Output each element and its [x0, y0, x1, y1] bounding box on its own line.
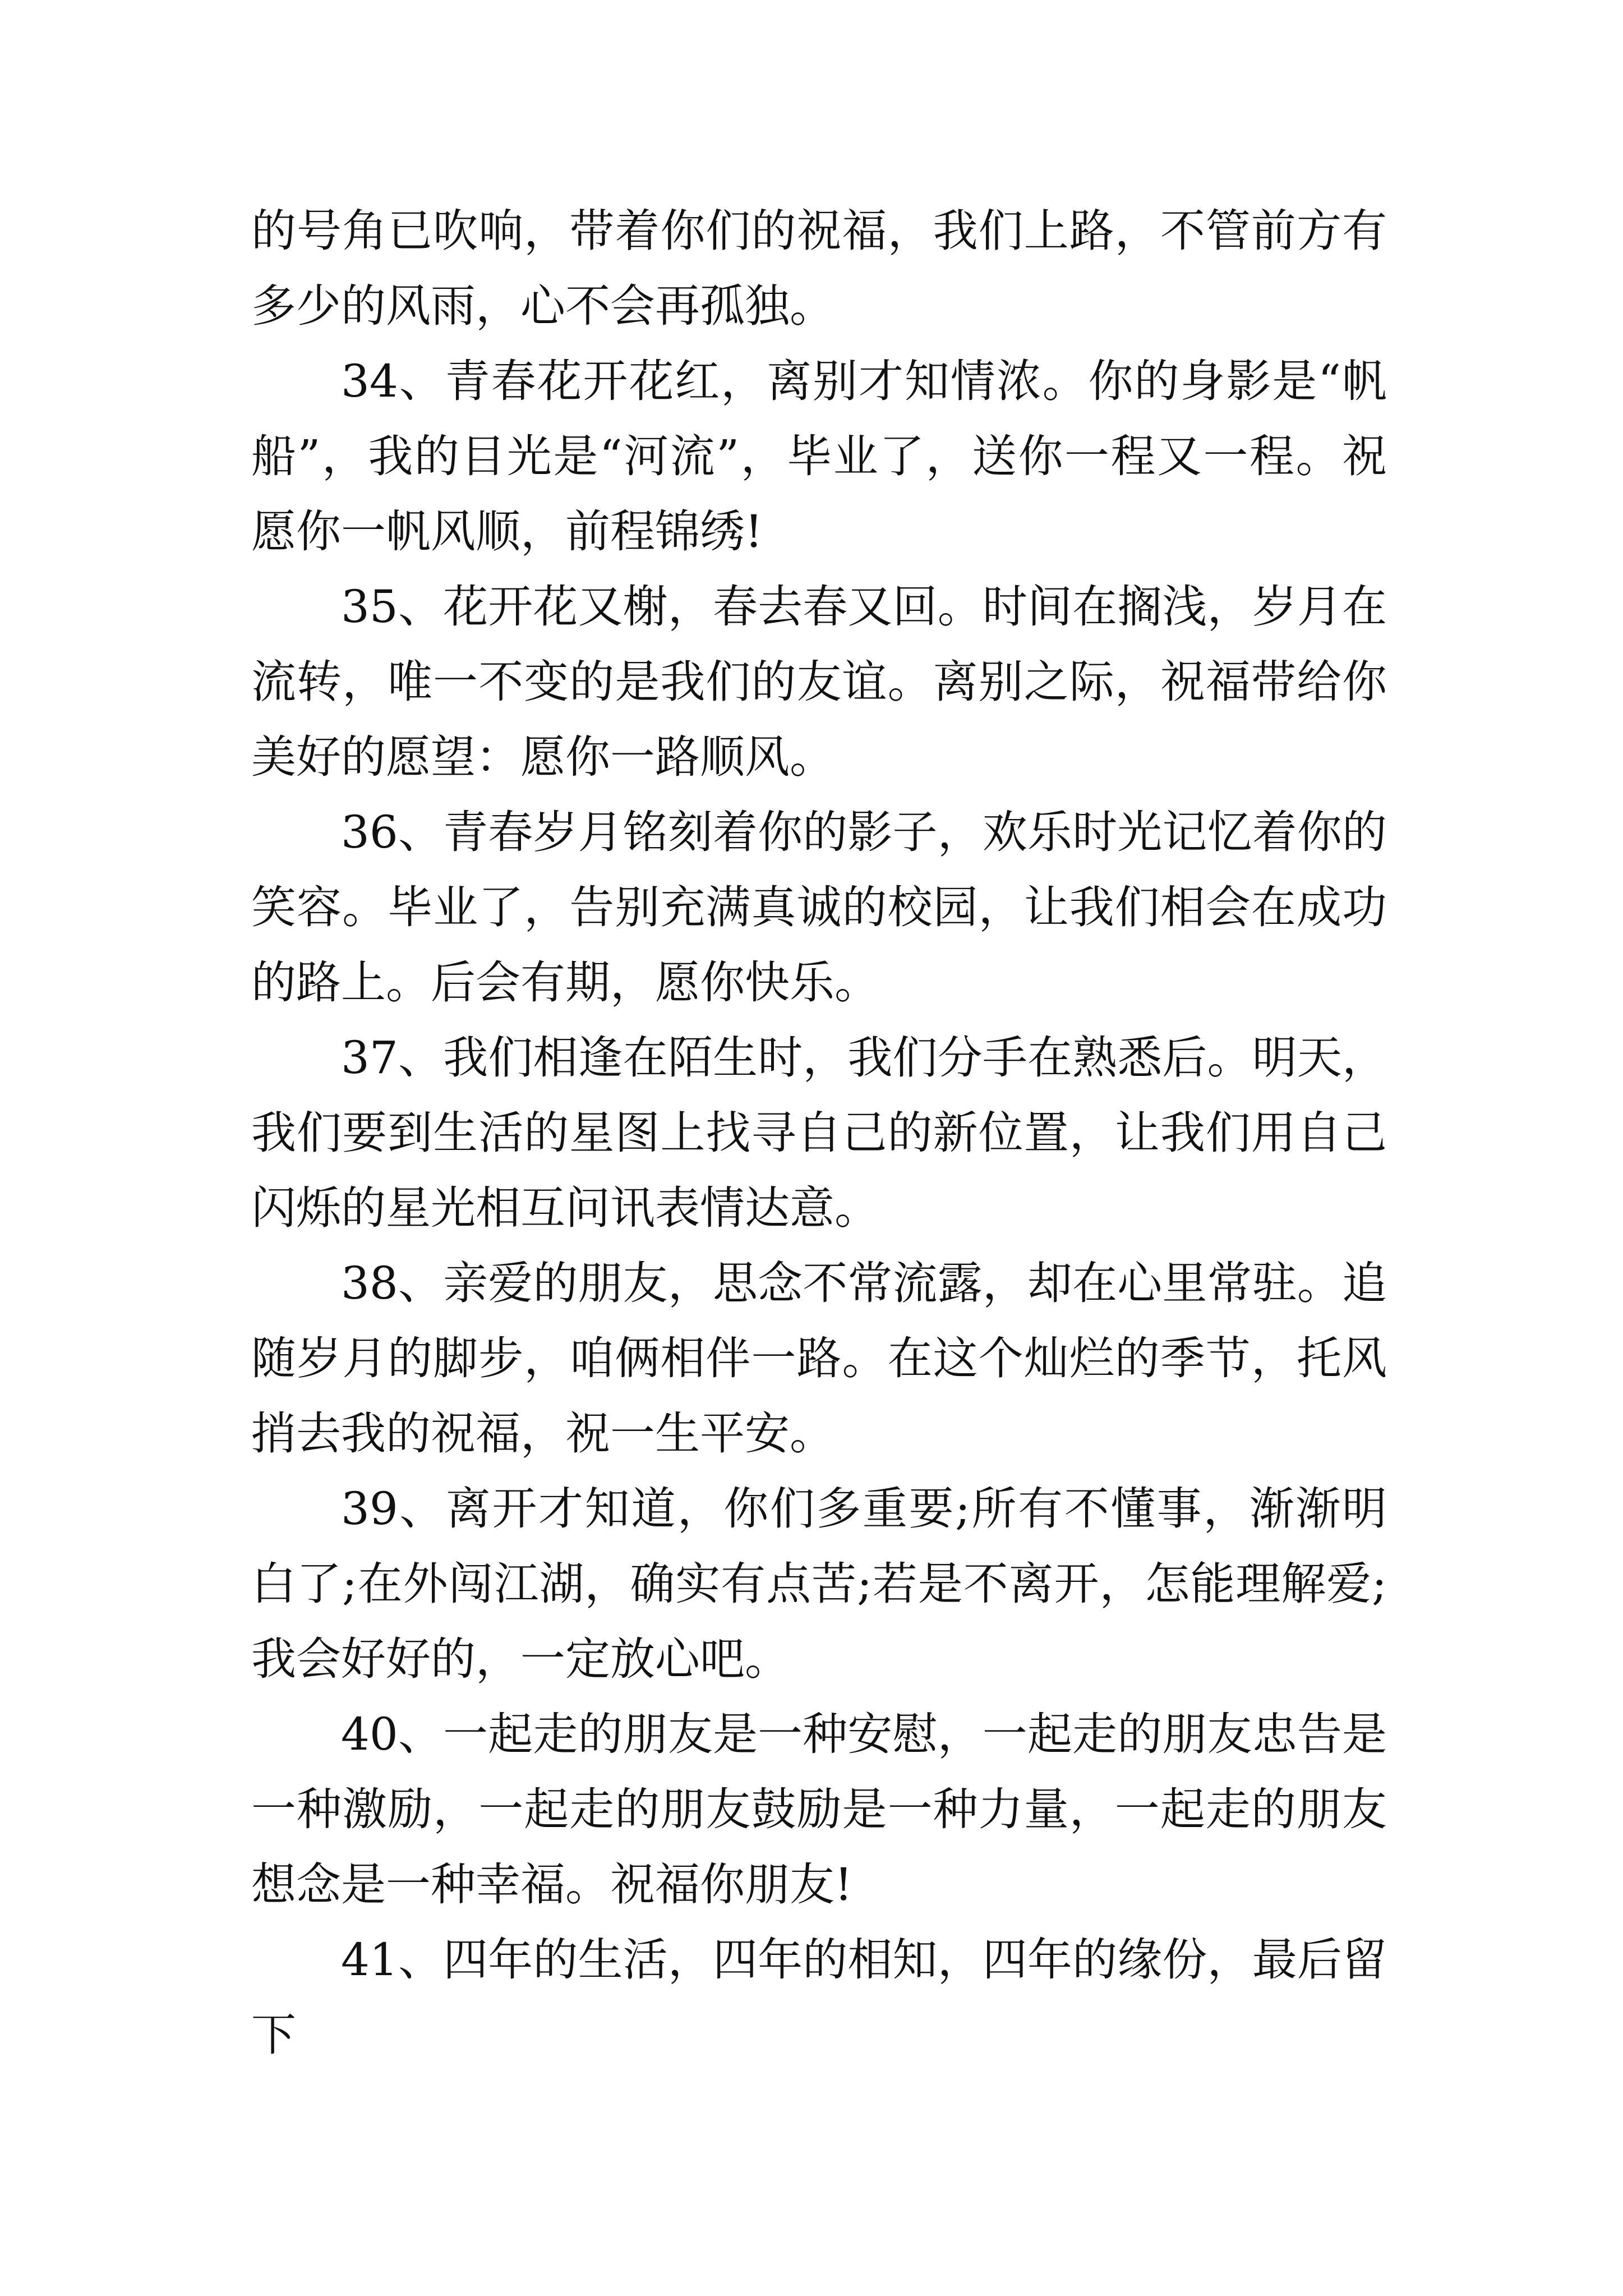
paragraph-continuation: 的号角已吹响，带着你们的祝福，我们上路，不管前方有多少的风雨，心不会再孤独。 — [251, 205, 1387, 332]
paragraph-40: 40、一起走的朋友是一种安慰，一起走的朋友忠告是一种激励，一起走的朋友鼓励是一种力量，一起走的朋友想念是一种幸福。祝福你朋友! — [251, 1708, 1387, 1911]
paragraph-41: 41、四年的生活，四年的相知，四年的缘份，最后留下 — [251, 1934, 1387, 2061]
paragraph-39: 39、离开才知道，你们多重要;所有不懂事，渐渐明白了;在外闯江湖，确实有点苦;若是不离开，怎能理解爱;我会好好的，一定放心吧。 — [251, 1483, 1387, 1685]
document-body — [251, 194, 1387, 2073]
paragraph-38: 38、亲爱的朋友，思念不常流露，却在心里常驻。追随岁月的脚步，咱俩相伴一路。在这个灿烂的季节，托风捎去我的祝福，祝一生平安。 — [251, 1257, 1387, 1460]
paragraph-37: 37、我们相逢在陌生时，我们分手在熟悉后。明天，我们要到生活的星图上找寻自己的新位置，让我们用自己闪烁的星光相互问讯表情达意。 — [251, 1032, 1387, 1234]
paragraph-36: 36、青春岁月铭刻着你的影子，欢乐时光记忆着你的笑容。毕业了，告别充满真诚的校园，让我们相会在成功的路上。后会有期，愿你快乐。 — [251, 806, 1387, 1009]
paragraph-35: 35、花开花又榭，春去春又回。时间在搁浅，岁月在流转，唯一不变的是我们的友谊。离别之际，祝福带给你美好的愿望：愿你一路顺风。 — [251, 581, 1387, 783]
paragraph-34: 34、青春花开花红，离别才知情浓。你的身影是“帆船”，我的目光是“河流”，毕业了，送你一程又一程。祝愿你一帆风顺，前程锦绣! — [251, 355, 1387, 558]
